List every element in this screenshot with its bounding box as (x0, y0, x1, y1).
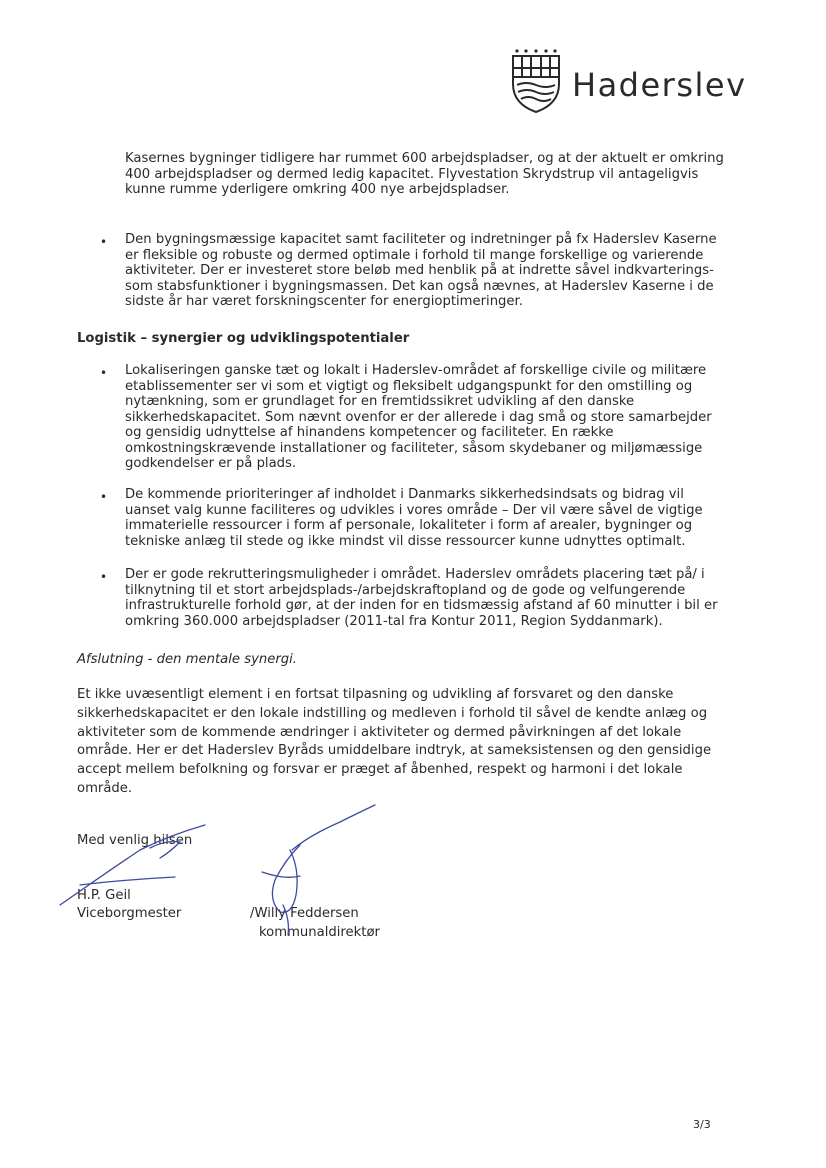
bullet-priorities-text: De kommende prioriteringer af indholdet i Danmarks sikkerhedsindsats og bidrag vil uanset valg kunne faciliteres og udvikles i vores område – Der vil være såvel de vigtige immaterielle ressourcer i form af personale, lokaliteter i form af arealer, bygninger og tekniske anlæg til stede og ikke mindst vil disse ressourcer kunne udnyttes optimalt. (125, 487, 703, 549)
left-signer-name: H.P. Geil (77, 888, 131, 903)
page-number: 3/3 (693, 1118, 711, 1131)
logo-text: Haderslev (572, 66, 747, 104)
closing-paragraph: Et ikke uvæsentligt element i en fortsat tilpasning og udvikling af forsvaret og den danske sikkerhedskapacitet er den lokale indstilling og medleven i forhold til såvel de kendte anlæg og aktiviteter som de kommende ændringer i aktiviteter og dermed påvirkningen af det lokale område. Her er det Haderslev Byråds umiddelbare indtryk, at sameksistensen og den gensidige accept mellem befolkning og forsvar er præget af åbenhed, respekt og harmoni i det lokale område. (77, 687, 712, 796)
bullet-capacity-text: Den bygningsmæssige kapacitet samt faciliteter og indretninger på fx Haderslev Kaserne er fleksible og robuste og dermed optimale i forhold til mange forskellige og varierende aktiviteter. Der er investeret store beløb med henblik på at indrette såvel indkvarterings- som stabsfunktioner i bygningsmassen. Det kan også nævnes, at Haderslev Kaserne i de sidste år har været forskningscenter for energioptimeringer. (125, 232, 717, 309)
section-heading-logistik: Logistik – synergier og udviklingspotentialer (77, 331, 410, 346)
bullet-localisation-text: Lokaliseringen ganske tæt og lokalt i Haderslev-området af forskellige civile og militære etablissementer ser vi som et vigtigt og fleksibelt udgangspunkt for den omstilling og nytænkning, som er grundlaget for en fremtidssikret udvikling af den danske sikkerhedskapacitet. Som nævnt ovenfor er der allerede i dag små og store samarbejder og gensidig udnyttelse af hinandens kompetencer og faciliteter. En række omkostningskrævende installationer og faciliteter, såsom skydebaner og miljømæssige godkendelser er på plads. (125, 363, 712, 471)
bullet-marker: • (100, 235, 108, 249)
haderslev-coat-of-arms-icon (510, 48, 562, 114)
bullet-marker: • (100, 570, 108, 584)
greeting: Med venlig hilsen (77, 833, 193, 848)
section-heading-afslutning: Afslutning - den mentale synergi. (77, 652, 297, 667)
left-signature-stroke (80, 877, 175, 885)
right-signature-stroke (272, 845, 300, 912)
right-signature-stroke (292, 805, 375, 850)
haderslev-logo (510, 48, 760, 118)
bullet-marker: • (100, 490, 108, 504)
intro-paragraph: Kasernes bygninger tidligere har rummet 600 arbejdspladser, og at der aktuelt er omkring 400 arbejdspladser og dermed ledig kapacitet. Flyvestation Skrydstrup vil antageligvis kunne rumme yderligere omkring 400 nye arbejdspladser. (125, 151, 724, 197)
bullet-recruitment-text: Der er gode rekrutteringsmuligheder i området. Haderslev områdets placering tæt på/ i tilknytning til et stort arbejdsplads-/arbejdskraftopland og de gode og velfungerende infrastrukturelle forhold gør, at der inden for en tidsmæssig afstand af 60 minutter i bil er omkring 360.000 arbejdspladser (2011-tal fra Kontur 2011, Region Syddanmark). (125, 567, 718, 629)
left-signer-title: Viceborgmester (77, 906, 182, 921)
right-signature-stroke (262, 872, 300, 877)
bullet-marker: • (100, 366, 108, 380)
right-signer-title: kommunaldirektør (259, 925, 380, 940)
right-signer-name: /Willy Feddersen (250, 906, 359, 921)
